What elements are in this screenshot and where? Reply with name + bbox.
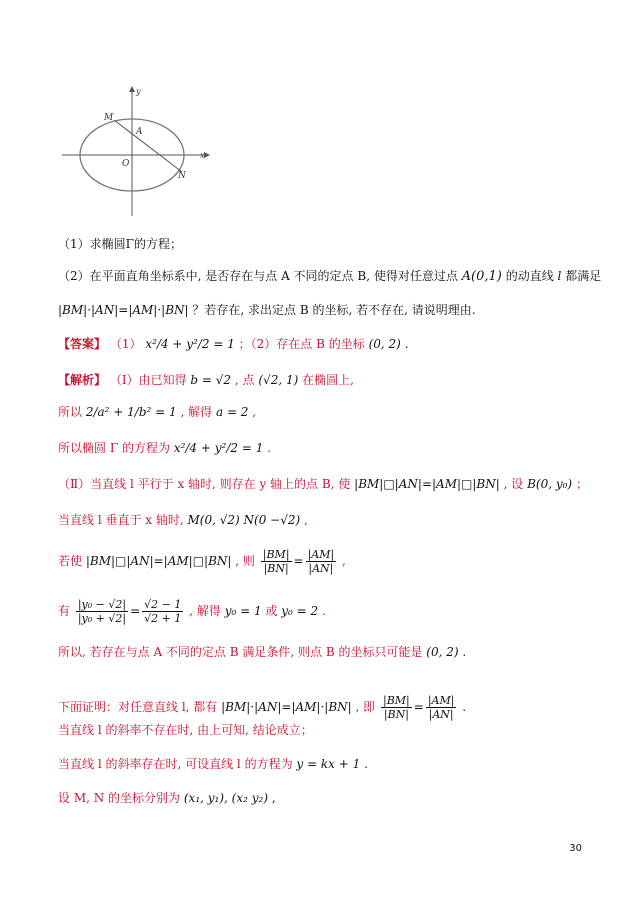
answer-ellipse-equation: x²/4 + y²/2 = 1 <box>145 337 235 351</box>
ellipse-diagram <box>58 82 218 222</box>
sol9-fraction-left <box>381 694 412 721</box>
sol1-mid: , 点 <box>234 373 255 387</box>
sol1-end: 在椭圆上, <box>302 373 354 387</box>
sol12-end: , <box>271 791 276 805</box>
solution-line4 <box>58 476 588 492</box>
y-axis-arrow <box>129 86 135 92</box>
sol7-fraction-left <box>76 598 128 625</box>
answer-end: . <box>404 337 409 351</box>
q1-text: （1）求椭圆Γ的方程； <box>58 237 182 251</box>
answer-line <box>58 336 409 352</box>
question-2-line2 <box>58 302 476 318</box>
sol6-fraction-right <box>306 548 337 575</box>
sol11-equation: y = kx + 1 <box>296 757 361 771</box>
q2-condition: |BM|·|AN|=|AM|·|BN| <box>58 303 189 317</box>
sol4-point-b: B(0, y₀) <box>527 477 573 491</box>
sol6-frac-left-den: |BN| <box>263 562 289 575</box>
sol3-end: . <box>267 441 271 455</box>
q2-point-a: A(0,1) <box>461 269 502 284</box>
answer-label: 【答案】 <box>58 337 107 351</box>
sol3-equation: x²/4 + y²/2 = 1 <box>173 441 264 455</box>
solution-label: 【解析】 <box>58 373 107 387</box>
solution-line5 <box>58 512 308 528</box>
answer-point-b: (0, 2) <box>368 337 401 351</box>
solution-line10 <box>58 722 313 738</box>
sol6-frac-left-num: |BM| <box>262 548 290 561</box>
sol5-end: , <box>304 513 308 527</box>
sol2-pre: 所以 <box>58 405 83 419</box>
sol10-text: 当直线 l 的斜率不存在时, 由上可知, 结论成立； <box>58 723 313 737</box>
sol7-frac-right-num: √2 − 1 <box>144 598 182 611</box>
y-label: y <box>136 87 141 96</box>
sol9-end: . <box>462 700 467 714</box>
sol11-text: 当直线 l 的斜率存在时, 可设直线 l 的方程为 <box>58 757 293 771</box>
solution-line7: 有 $\frac{\text{|y₀ − √2|}}{\text{|y₀ + √2|}}$ = $\frac{√2 - 1}{√2 + 1}$ , 解得 y₀ = 1 或 y₀ = 2 . <box>58 598 326 625</box>
point-a-label: A <box>136 127 143 137</box>
solution-line1 <box>58 372 354 388</box>
sol6-mid: , 则 <box>235 554 255 568</box>
sol6-end: , <box>342 554 346 568</box>
sol9-mid: , 即 <box>355 700 376 714</box>
sol9-frac-left-num: |BM| <box>383 694 410 707</box>
origin-label: O <box>122 159 130 169</box>
sol2-equation: 2/a² + 1/b² = 1 <box>85 405 177 419</box>
point-m-label: M <box>104 113 114 123</box>
sol12-points: (x₁, y₁), (x₂ y₂) <box>183 791 269 805</box>
sol7-frac-right-den: √2 + 1 <box>144 612 182 625</box>
sol6-frac-right-den: |AN| <box>308 562 334 575</box>
sol8-point: (0, 2) <box>426 645 459 659</box>
q2-text-end: ？若存在, 求出定点 B 的坐标, 若不存在, 请说明理由. <box>192 303 476 317</box>
sol7-frac-left-num: |y₀ − √2| <box>77 598 127 611</box>
sol7-result-1: y₀ = 1 <box>224 604 262 618</box>
sol7-pre: 有 <box>58 604 71 618</box>
sol6-condition: |BM|□|AN|=|AM|□|BN| <box>85 554 232 568</box>
sol5-points: M(0, √2) N(0 −√2) <box>187 513 301 527</box>
solution-line6: 若使 |BM|□|AN|=|AM|□|BN| , 则 $\frac{|BM|}{|BN|}$ = $\frac{|AM|}{|AN|}$ , <box>58 548 346 575</box>
sol9-frac-right-num: |AM| <box>427 694 455 707</box>
sol2-mid: , 解得 <box>180 405 213 419</box>
point-n-label: N <box>178 171 186 181</box>
solution-line11 <box>58 756 368 772</box>
sol6-frac-right-num: |AM| <box>307 548 335 561</box>
sol7-fraction-right <box>142 598 183 625</box>
sol9-condition: |BM|·|AN|=|AM|·|BN| <box>221 700 352 714</box>
sol9-frac-right-den: |AN| <box>428 708 454 721</box>
sol9-text: 下面证明：对任意直线 l, 都有 <box>58 700 218 714</box>
sol6-fraction-left <box>261 548 292 575</box>
sol2-result: a = 2 <box>215 405 249 419</box>
sol7-frac-left-den: |y₀ + √2| <box>77 612 127 625</box>
sol9-frac-left-den: |BN| <box>383 708 409 721</box>
solution-line12 <box>58 790 276 806</box>
sol3-pre: 所以椭圆 Γ 的方程为 <box>58 441 170 455</box>
answer-part2-text: ；（2）存在点 B 的坐标 <box>238 337 365 351</box>
sol2-end: , <box>252 405 257 419</box>
sol4-end: ； <box>575 477 588 491</box>
solution-line9: 下面证明：对任意直线 l, 都有 |BM|·|AN|=|AM|·|BN| , 即 $\frac{|BM|}{|BN|}$ = $\frac{|AM|}{|AN|}$ . <box>58 694 467 721</box>
solution-line3 <box>58 440 271 456</box>
sol1-text: （Ⅰ）由已知得 <box>109 373 187 387</box>
sol4-text: （Ⅱ）当直线 l 平行于 x 轴时, 则存在 y 轴上的点 B, 使 <box>58 477 351 491</box>
solution-line2 <box>58 404 256 420</box>
sol7-or: 或 <box>265 604 278 618</box>
sol5-text: 当直线 l 垂直于 x 轴时, <box>58 513 184 527</box>
sol1-b-value: b = √2 <box>190 373 232 387</box>
q2-line-l: l <box>557 269 562 283</box>
sol8-end: . <box>462 645 467 659</box>
solution-line8 <box>58 644 466 660</box>
question-2-line1 <box>58 268 601 285</box>
sol7-end: . <box>322 604 326 618</box>
sol6-pre: 若使 <box>58 554 83 568</box>
page-number: 30 <box>569 843 582 854</box>
sol1-point: (√2, 1) <box>258 373 299 387</box>
x-label: x <box>200 151 205 160</box>
q2-text: （2）在平面直角坐标系中, 是否存在与点 A 不同的定点 B, 使得对任意过点 <box>58 269 458 283</box>
sol7-result-2: y₀ = 2 <box>281 604 319 618</box>
sol8-text: 所以, 若存在与点 A 不同的定点 B 满足条件, 则点 B 的坐标只可能是 <box>58 645 423 659</box>
x-axis-arrow <box>204 152 210 158</box>
question-1 <box>58 236 182 252</box>
sol9-fraction-right <box>426 694 457 721</box>
q2-text-mid: 的动直线 <box>505 269 554 283</box>
sol4-mid: , 设 <box>503 477 524 491</box>
sol12-text: 设 M, N 的坐标分别为 <box>58 791 181 805</box>
sol7-mid: , 解得 <box>189 604 221 618</box>
ellipse-figure <box>58 82 218 226</box>
sol4-condition: |BM|□|AN|=|AM|□|BN| <box>354 477 500 491</box>
sol11-end: . <box>364 757 368 771</box>
q2-text-tail: 都满足 <box>565 269 602 283</box>
answer-part1-label: （1） <box>109 337 142 351</box>
